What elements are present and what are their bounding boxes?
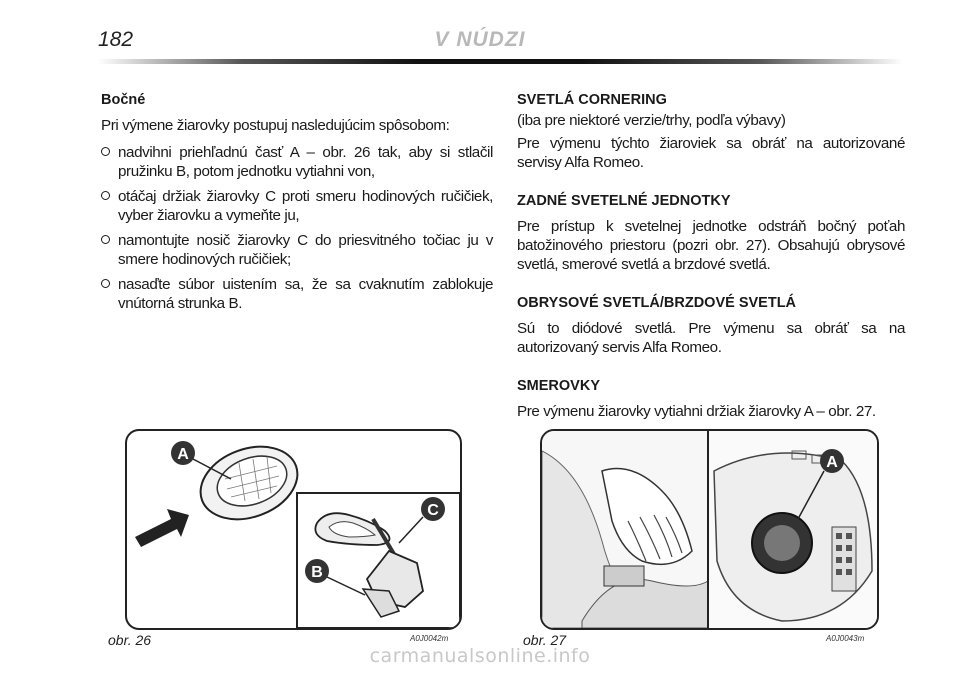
right-column xyxy=(517,91,905,429)
label-c: C xyxy=(427,502,439,519)
figure-27 xyxy=(540,429,879,630)
figure-27-illustration xyxy=(542,431,877,628)
figure-26-code: A0J0042m xyxy=(410,634,449,643)
figure-27-caption: obr. 27 xyxy=(523,632,567,648)
list-item xyxy=(101,187,493,225)
heading-side: Bočné xyxy=(101,92,146,108)
circle-bullet-icon xyxy=(101,279,110,288)
indicators-text: Pre výmenu žiarovky vytiahni držiak žiarovky A – obr. 27. xyxy=(517,403,876,420)
list-item-text: nadvihni priehľadnú časť A – obr. 26 tak, aby si stlačil pružinku B, potom jednotku vytiahni von, xyxy=(118,144,493,180)
cornering-text: Pre výmenu týchto žiaroviek sa obráť na autorizované servisy Alfa Romeo. xyxy=(517,135,905,171)
list-item-text: namontujte nosič žiarovky C do priesvitného točiac ju v smere hodinových ručičiek; xyxy=(118,232,493,268)
heading-rear-units: ZADNÉ SVETELNÉ JEDNOTKY xyxy=(517,193,731,209)
label-a: A xyxy=(177,446,189,463)
section-title: V NÚDZI xyxy=(434,28,526,51)
left-column xyxy=(101,91,493,319)
figure-27-code: A0J0043m xyxy=(826,634,865,643)
circle-bullet-icon xyxy=(101,147,110,156)
circle-bullet-icon xyxy=(101,191,110,200)
label-a: A xyxy=(826,454,838,471)
heading-cornering: SVETLÁ CORNERING xyxy=(517,92,667,108)
header-rule xyxy=(98,59,903,64)
page-number: 182 xyxy=(98,28,134,51)
cornering-subtitle: (iba pre niektoré verzie/trhy, podľa výbavy) xyxy=(517,112,786,129)
intro-text: Pri výmene žiarovky postupuj nasledujúcim spôsobom: xyxy=(101,117,450,134)
bullet-list xyxy=(101,143,493,313)
list-item xyxy=(101,143,493,181)
heading-outline-brake: OBRYSOVÉ SVETLÁ/BRZDOVÉ SVETLÁ xyxy=(517,295,797,311)
outline-brake-text: Sú to diódové svetlá. Pre výmenu sa obráť sa na autorizovaný servis Alfa Romeo. xyxy=(517,320,905,356)
heading-indicators: SMEROVKY xyxy=(517,378,600,394)
figure-26-caption: obr. 26 xyxy=(108,632,152,648)
figure-26-illustration xyxy=(127,431,460,628)
list-item xyxy=(101,275,493,313)
list-item-text: otáčaj držiak žiarovky C proti smeru hodinových ručičiek, vyber žiarovku a vymeňte ju, xyxy=(118,188,493,224)
list-item-text: nasaďte súbor uistením sa, že sa cvaknutím zablokuje vnútorná strunka B. xyxy=(118,276,493,312)
list-item xyxy=(101,231,493,269)
watermark: carmanualsonline.info xyxy=(369,645,591,667)
figure-26 xyxy=(125,429,462,630)
label-b: B xyxy=(311,564,323,581)
rear-units-text: Pre prístup k svetelnej jednotke odstráň bočný poťah batožinového priestoru (pozri obr. 27). Obsahujú obrysové svetlá, smerové svetlá a brzdové svetlá. xyxy=(517,218,905,273)
circle-bullet-icon xyxy=(101,235,110,244)
